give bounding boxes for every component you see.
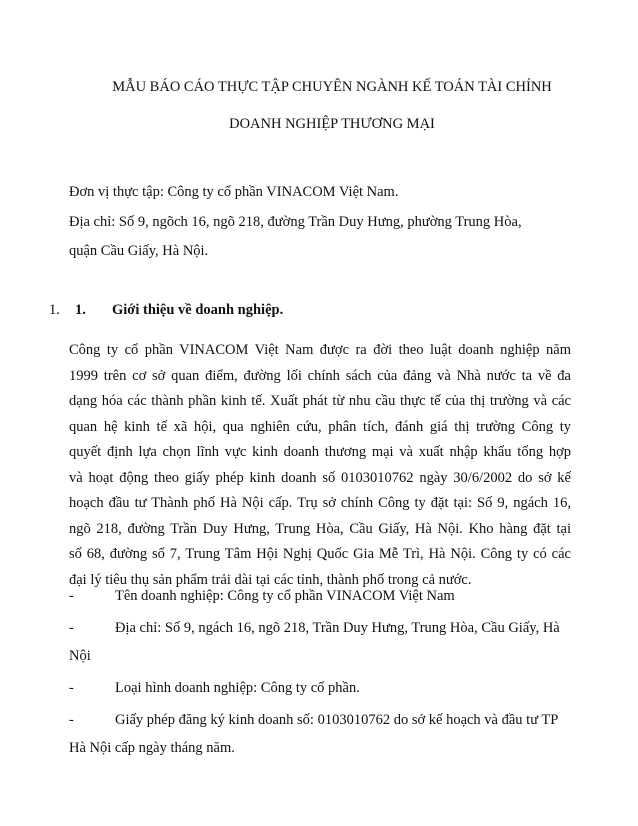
list-item-text: Giấy phép đăng ký kinh doanh số: 0103010762 do sở kế hoạch và đầu tư TP Hà Nội cấp ngày tháng năm. xyxy=(69,712,558,756)
internship-unit: Đơn vị thực tập: Công ty cổ phần VINACOM Việt Nam. xyxy=(69,184,399,200)
paragraph-line: số 68, đường số 7, Trung Tâm Hội Nghị Quốc Gia Mễ Trì, Hà Nội. Công ty có các xyxy=(69,546,571,562)
list-dash: - xyxy=(69,588,74,604)
list-item-text: Địa chỉ: Số 9, ngách 16, ngõ 218, Trần Duy Hưng, Trung Hòa, Cầu Giấy, Hà Nội xyxy=(69,620,560,664)
paragraph-line: quan hệ kinh tế xã hội, qua nghiên cứu, phân tích, đánh giá thị trường Công ty xyxy=(69,418,571,435)
heading-number: 1. xyxy=(75,302,86,318)
document-title-line-2: DOANH NGHIỆP THƯƠNG MẠI xyxy=(229,116,435,132)
list-item-text: Tên doanh nghiệp: Công ty cổ phần VINACOM Việt Nam xyxy=(115,588,455,604)
paragraph-line: và hoạt động theo giấy phép kinh doanh số 0103010762 ngày 30/6/2002 do sở kế xyxy=(69,469,571,486)
list-item xyxy=(69,614,565,670)
paragraph-line: quyết định lựa chọn lĩnh vực kinh doanh thương mại và xuất nhập khẩu tổng hợp xyxy=(69,444,571,460)
document-title-line-1: MẪU BÁO CÁO THỰC TẬP CHUYÊN NGÀNH KẾ TOÁN TÀI CHÍNH xyxy=(112,79,552,95)
intro-paragraph xyxy=(69,338,571,593)
section-heading xyxy=(49,302,283,319)
intro-block xyxy=(69,180,571,206)
list-item xyxy=(69,674,571,702)
list-item xyxy=(69,706,565,762)
paragraph-line: hoạch đầu tư Thành phố Hà Nội cấp. Trụ sở chính Công ty đặt tại: Số 9, ngách 16, xyxy=(69,495,571,511)
address-block xyxy=(69,210,571,264)
paragraph-line: 1999 trên cơ sở quan điểm, đường lối chính sách của đảng và Nhà nước ta về đa xyxy=(69,367,571,384)
list-item-text: Loại hình doanh nghiệp: Công ty cổ phần. xyxy=(115,680,360,696)
list-item xyxy=(69,582,571,610)
list-dash: - xyxy=(69,620,74,636)
address-line-2: quận Cầu Giấy, Hà Nội. xyxy=(69,242,209,259)
list-dash: - xyxy=(69,712,74,728)
paragraph-line: Công ty cổ phần VINACOM Việt Nam được ra đời theo luật doanh nghiệp năm xyxy=(69,342,571,358)
paragraph-line: đại lý tiêu thụ sản phẩm trải dài tại các tỉnh, thành phố trong cả nước. xyxy=(69,571,472,588)
heading-text: Giới thiệu về doanh nghiệp. xyxy=(112,302,284,318)
paragraph-line: dạng hóa các thành phần kinh tế. Xuất phát từ nhu cầu thực tế của thị trường và các xyxy=(69,393,571,409)
address-line-1: Địa chỉ: Số 9, ngõch 16, ngõ 218, đường Trần Duy Hưng, phường Trung Hòa, xyxy=(69,214,522,230)
list-dash: - xyxy=(69,680,74,696)
paragraph-line: ngõ 218, đường Trần Duy Hưng, Trung Hòa, Cầu Giấy, Hà Nội. Kho hàng đặt tại xyxy=(69,520,571,537)
list-number: 1. xyxy=(49,302,60,318)
